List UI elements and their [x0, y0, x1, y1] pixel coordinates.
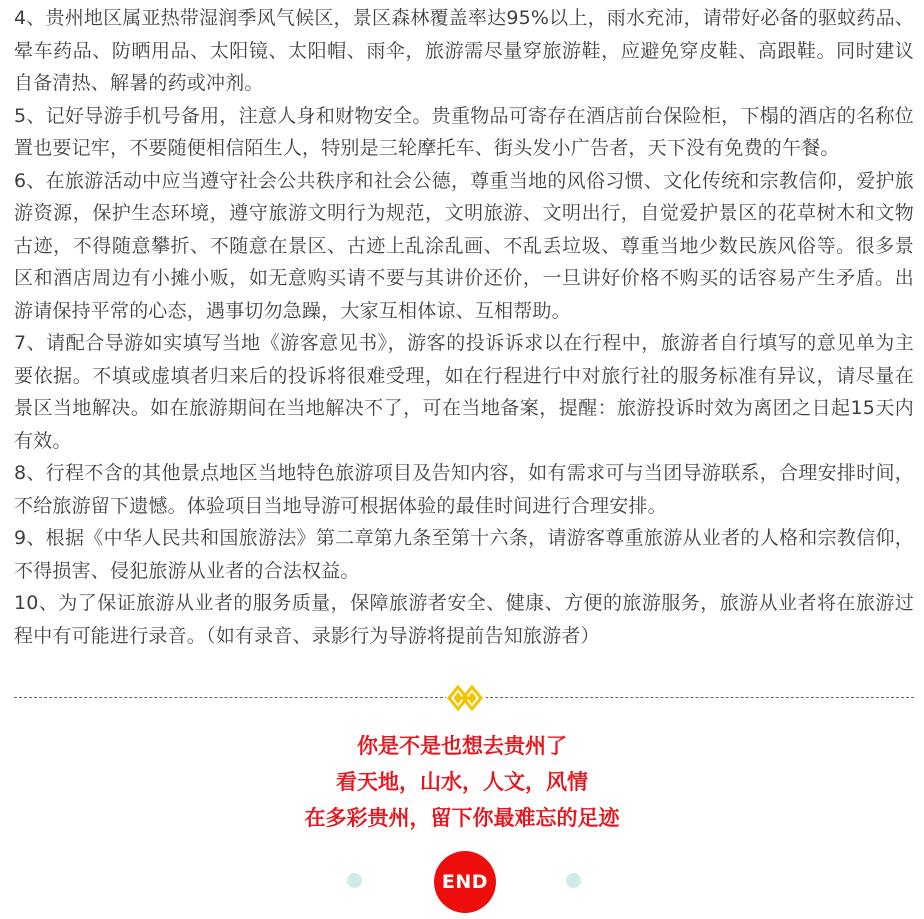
slogan-line-2: 看天地，山水，人文，风情 — [336, 770, 588, 794]
decorative-dot-right — [566, 873, 581, 888]
notice-item-9: 9、根据《中华人民共和国旅游法》第二章第九条至第十六条，请游客尊重旅游从业者的人格和宗教信仰，不得损害、侵犯旅游从业者的合法权益。 — [14, 527, 914, 582]
slogan-line-3: 在多彩贵州，留下你最难忘的足迹 — [304, 806, 620, 830]
notice-item-7: 7、请配合导游如实填写当地《游客意见书》，游客的投诉诉求以在行程中，旅游者自行填写的意见单为主要依据。不填或虚填者归来后的投诉将很难受理，如在行程进行中对旅行社的服务标准有异议，请尽量在景区当地解决。如在旅游期间在当地解决不了，可在当地备案，提醒：旅游投诉时效为离团之日起15天内有效。 — [14, 332, 914, 452]
notice-content — [14, 2, 914, 652]
notice-item-4: 4、贵州地区属亚热带湿润季风气候区，景区森林覆盖率达95%以上，雨水充沛，请带好必备的驱蚊药品、晕车药品、防晒用品、太阳镜、太阳帽、雨伞，旅游需尽量穿旅游鞋，应避免穿皮鞋、高跟鞋。同时建议自备清热、解暑的药或冲剂。 — [14, 7, 914, 94]
double-diamond-icon — [446, 684, 486, 712]
slogan-line-1: 你是不是也想去贵州了 — [357, 734, 567, 758]
notice-item-6: 6、在旅游活动中应当遵守社会公共秩序和社会公德，尊重当地的风俗习惯、文化传统和宗教信仰，爱护旅游资源，保护生态环境，遵守旅游文明行为规范，文明旅游、文明出行，自觉爱护景区的花草树木和文物古迹，不得随意攀折、不随意在景区、古迹上乱涂乱画、不乱丢垃圾、尊重当地少数民族风俗等。很多景区和酒店周边有小摊小贩，如无意购买请不要与其讲价还价，一旦讲好价格不购买的话容易产生矛盾。出游请保持平常的心态，遇事切勿急躁，大家互相体谅、互相帮助。 — [14, 169, 914, 322]
decorative-dot-left — [347, 873, 362, 888]
end-badge: END — [434, 851, 496, 913]
notice-item-8: 8、行程不含的其他景点地区当地特色旅游项目及告知内容，如有需求可与当团导游联系，合理安排时间，不给旅游留下遗憾。体验项目当地导游可根据体验的最佳时间进行合理安排。 — [14, 462, 914, 517]
notice-item-10: 10、为了保证旅游从业者的服务质量，保障旅游者安全、健康、方便的旅游服务，旅游从业者将在旅游过程中有可能进行录音。（如有录音、录影行为导游将提前告知旅游者） — [14, 592, 914, 647]
notice-item-5: 5、记好导游手机号备用，注意人身和财物安全。贵重物品可寄存在酒店前台保险柜，下榻的酒店的名称位置也要记牢，不要随便相信陌生人，特别是三轮摩托车、街头发小广告者，天下没有免费的午餐。 — [14, 104, 914, 159]
